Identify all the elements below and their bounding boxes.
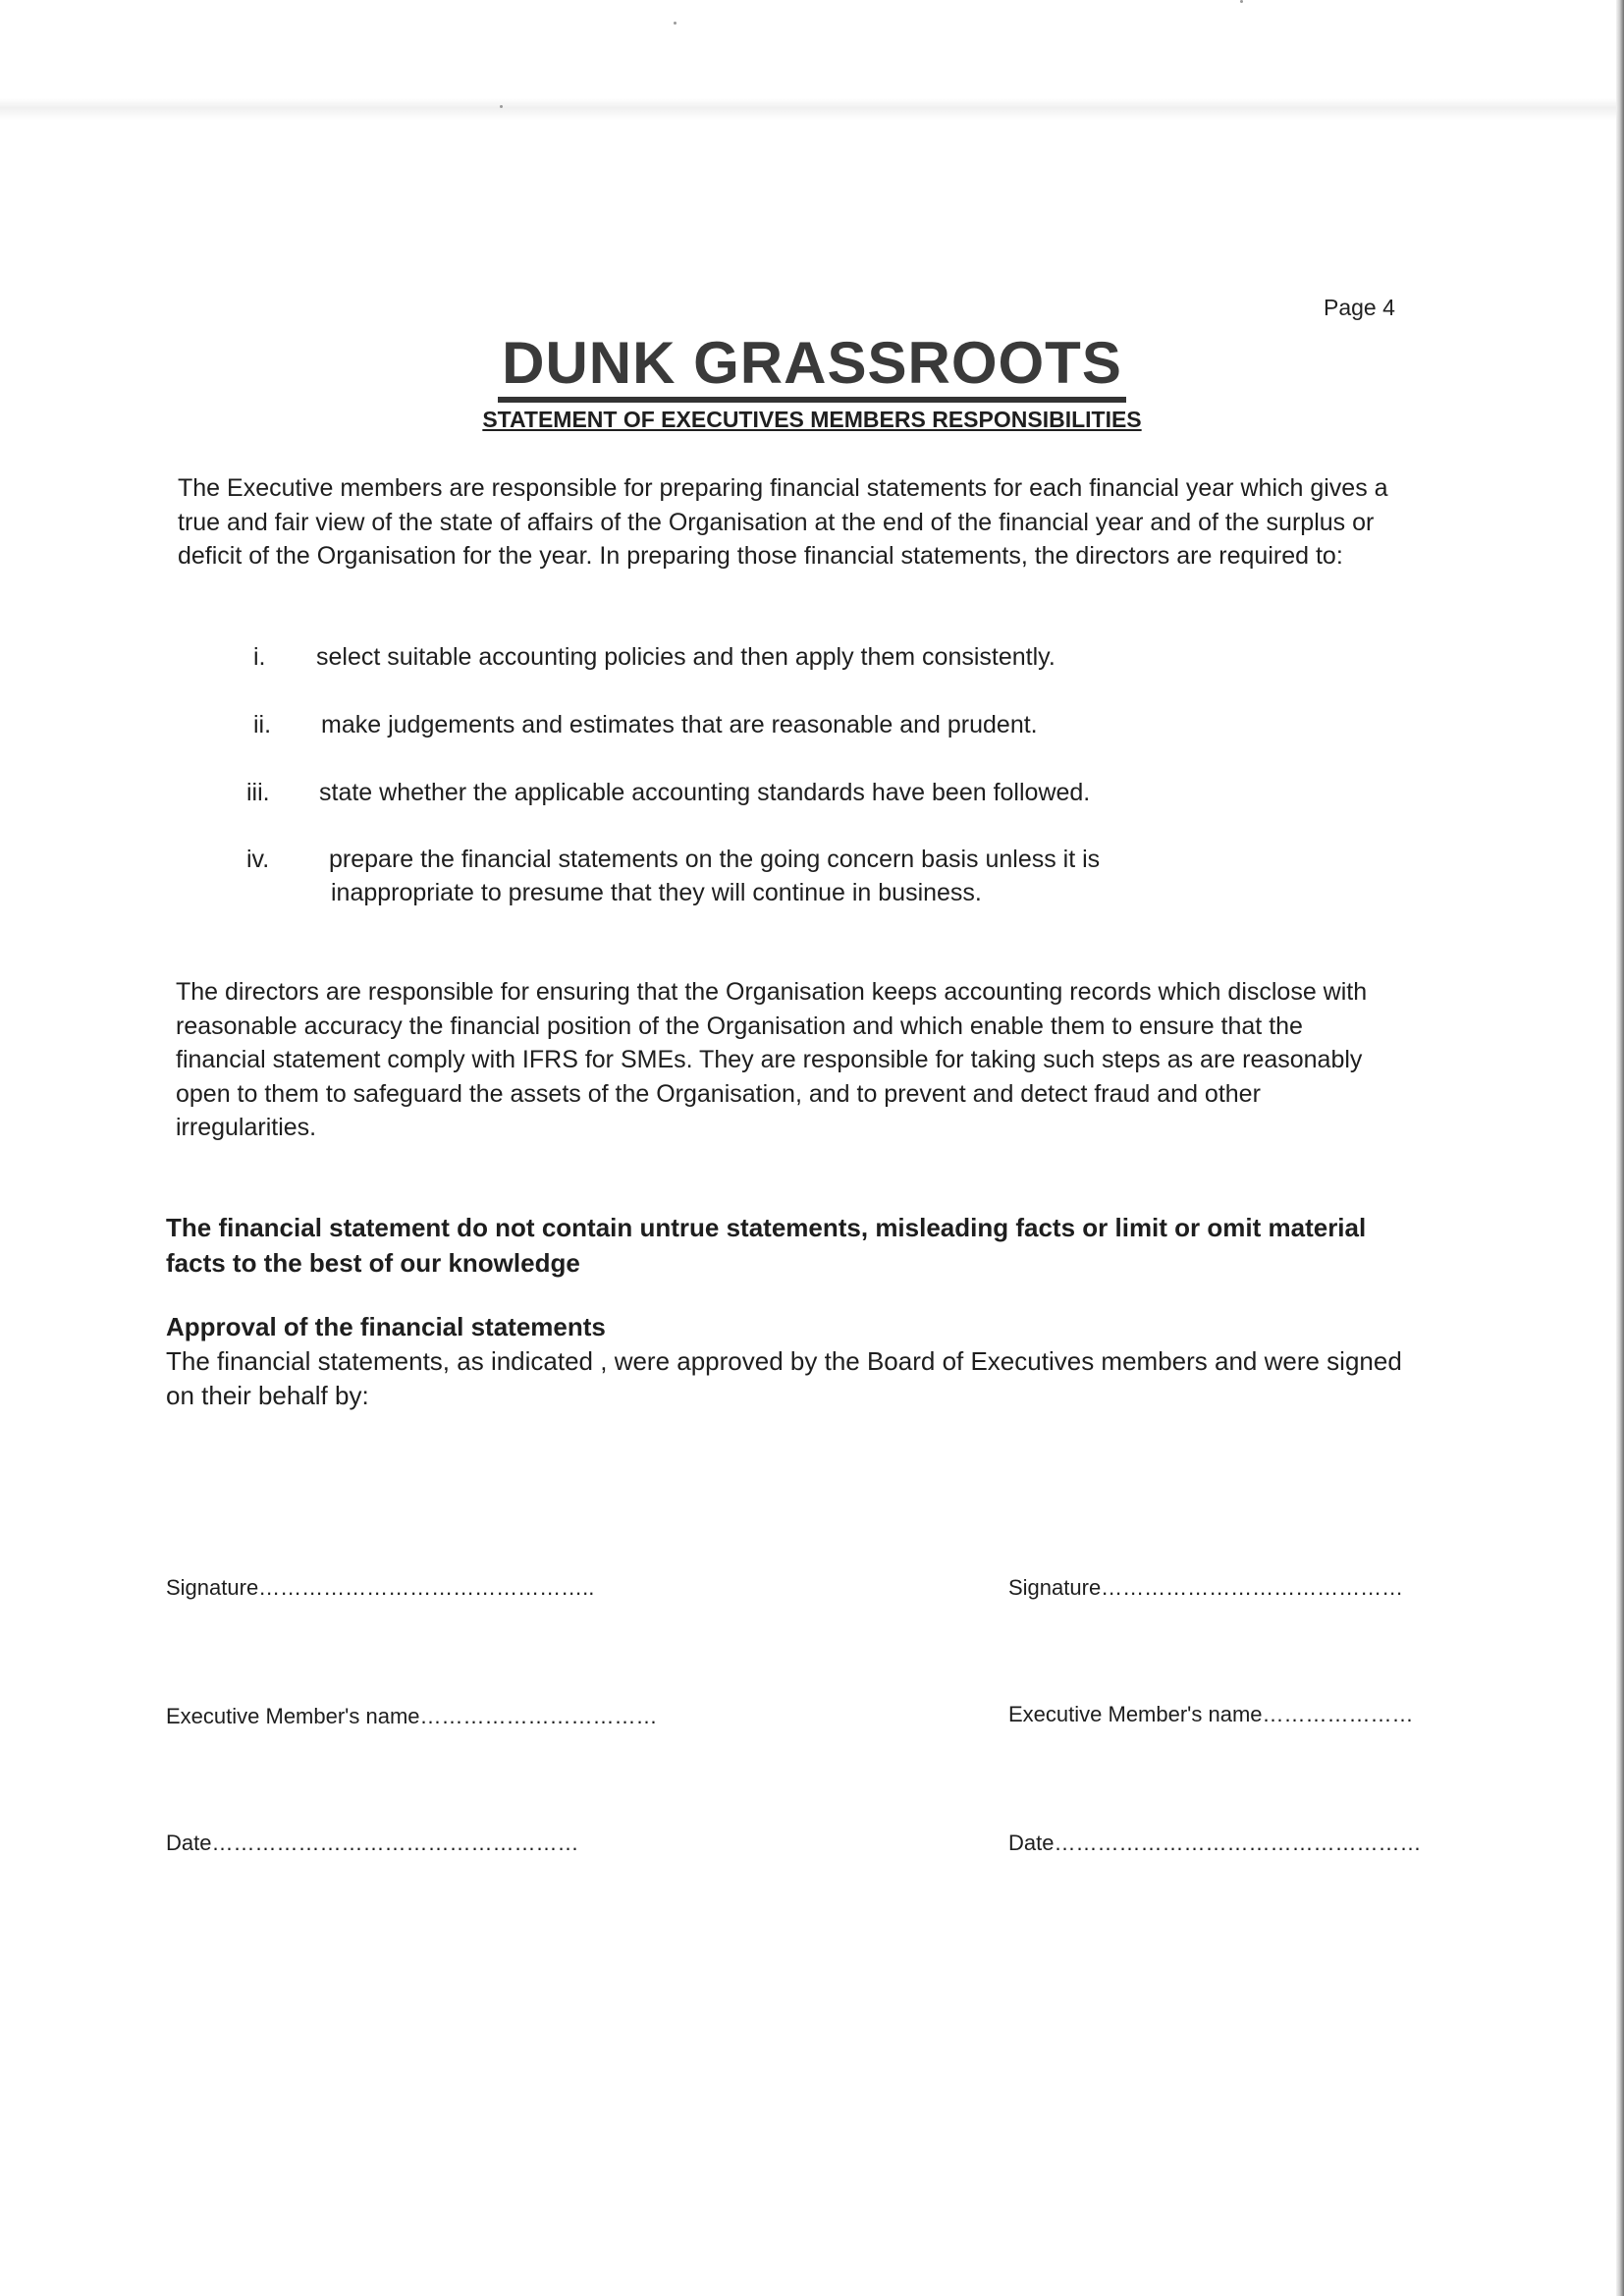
requirement-item	[246, 843, 1228, 913]
requirement-numeral: i.	[253, 643, 266, 671]
approval-heading: Approval of the financial statements	[166, 1312, 606, 1341]
requirement-text: make judgements and estimates that are reasonable and prudent.	[321, 711, 1038, 738]
left-signature-field: Signature………………………………………..	[166, 1575, 595, 1600]
directors-responsibility-paragraph: The directors are responsible for ensuring that the Organisation keeps accounting records which disclose with reasonable accuracy the financial position of the Organisation and which enable them to ensure that the financial statement comply with IFRS for SMEs. They are responsible for taking such steps as are reasonably open to them to safeguard the assets of the Organisation, and to prevent and detect fraud and other irregularities.	[176, 978, 1368, 1141]
left-date-field: Date……………………………………………	[166, 1831, 579, 1855]
requirement-numeral: ii.	[253, 711, 272, 738]
document-subtitle: STATEMENT OF EXECUTIVES MEMBERS RESPONSIBILITIES	[482, 407, 1142, 432]
requirement-text: prepare the financial statements on the going concern basis unless it is	[329, 846, 1101, 873]
right-member-name-field: Executive Member's name…………………	[1008, 1702, 1414, 1726]
organisation-title-text: DUNK GRASSROOTS	[498, 330, 1126, 403]
requirement-text: select suitable accounting policies and then apply them consistently.	[316, 643, 1056, 671]
requirement-item	[253, 708, 1235, 743]
organisation-title	[0, 330, 1624, 403]
right-signature-field: Signature……………………………………	[1008, 1575, 1404, 1600]
requirement-text: state whether the applicable accounting standards have been followed.	[319, 779, 1091, 806]
declaration-statement: The financial statement do not contain untrue statements, misleading facts or limit or omit material facts to the best of our knowledge	[166, 1213, 1367, 1278]
scan-speck	[1240, 0, 1243, 3]
requirement-numeral: iv.	[246, 846, 270, 873]
requirement-numeral: iii.	[246, 779, 270, 806]
scan-speck	[500, 105, 503, 108]
approval-paragraph: The financial statements, as indicated , were approved by the Board of Executives members and were signed on their behalf by:	[166, 1346, 1402, 1410]
intro-paragraph: The Executive members are responsible for preparing financial statements for each financial year which gives a true and fair view of the state of affairs of the Organisation at the end of the financial year and of the surplus or deficit of the Organisation for the year. In preparing those financial statements, the directors are required to:	[178, 474, 1388, 570]
page-number: Page 4	[1324, 295, 1395, 320]
left-member-name-field: Executive Member's name……………………………	[166, 1704, 658, 1728]
right-date-field: Date……………………………………………	[1008, 1831, 1422, 1855]
requirement-item	[253, 640, 1235, 676]
scan-shadow	[0, 98, 1624, 120]
scan-speck	[674, 22, 677, 25]
requirement-text-continued: inappropriate to presume that they will continue in business.	[331, 879, 982, 906]
requirement-item	[246, 776, 1228, 811]
